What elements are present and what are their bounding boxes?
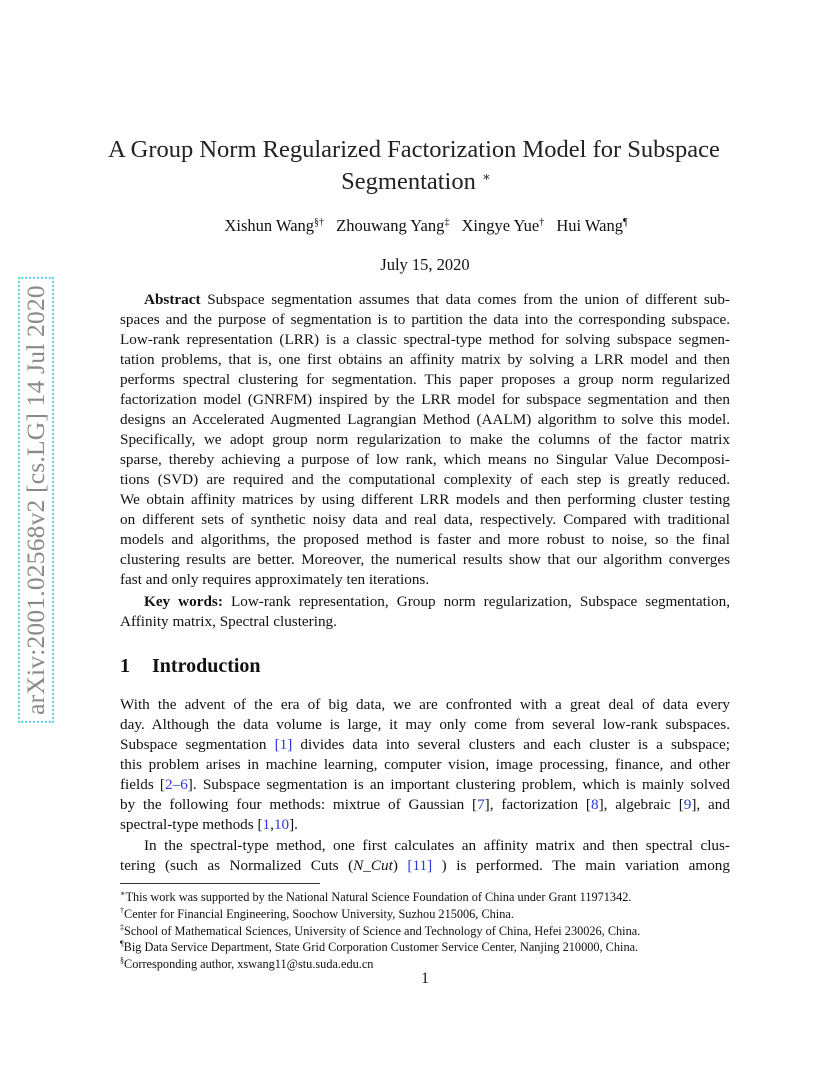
title-footnote-mark[interactable]: ∗ [482, 169, 491, 184]
footnote-mark: † [120, 906, 124, 915]
intro-line: this problem arises in machine learning, computer vision, image processing, finance, and other [120, 756, 730, 773]
footnote-text: This work was supported by the National Natural Science Foundation of China under Grant 11971342. [125, 890, 632, 904]
paper-title-line-1: A Group Norm Regularized Factorization Model for Subspace [108, 136, 720, 163]
author-list [0, 216, 828, 236]
citation-link[interactable]: 8 [590, 796, 599, 813]
paper-title-segmentation: Segmentation [341, 168, 476, 195]
citation-link[interactable]: 7 [477, 796, 485, 813]
intro-line: fields [2–6]. Subspace segmentation is an important clustering problem, which is mainly solved [120, 776, 730, 793]
abstract-line: factorization model (GNRFM) inspired by the LRR model for subspace segmentation and then [120, 391, 730, 408]
intro-line: by the following four methods: mixtrue of Gaussian [7], factorization [8], algebraic [9], and [120, 796, 730, 813]
author-name: Xingye Yue [461, 216, 540, 235]
author-affiliation-marks[interactable]: ‡ [444, 217, 450, 228]
section-number: 1 [120, 655, 130, 677]
abstract-line: clustering results are better. Moreover, the numerical results show that our algorithm converges [120, 551, 730, 568]
abstract-line: on different sets of synthetic noisy data and real data, respectively. Compared with traditional [120, 511, 730, 528]
author [224, 216, 324, 235]
abstract-text: Subspace segmentation assumes that data comes from the union of different sub- [207, 291, 730, 308]
abstract-line: tation problems, that is, one first obtains an affinity matrix by solving a LRR model and then [120, 351, 730, 368]
abstract-line: models and algorithms, the proposed method is faster and more robust to noise, so the final [120, 531, 730, 548]
keywords-line [144, 592, 730, 612]
author-name: Zhouwang Yang [336, 216, 445, 235]
intro-line: Subspace segmentation [1] divides data into several clusters and each cluster is a subspace; [120, 736, 730, 753]
abstract-line: Specifically, we adopt group norm regularization to make the columns of the factor matrix [120, 431, 730, 448]
citation-link[interactable]: 2–6 [165, 776, 188, 793]
intro-line: tering (such as Normalized Cuts (N_Cut) [11] ) is performed. The main variation among [120, 857, 730, 874]
citation-link[interactable]: 9 [683, 796, 692, 813]
arxiv-stamp-label[interactable]: arXiv:2001.02568v2 [cs.LG] 14 Jul 2020 [18, 277, 54, 723]
ncut-symbol: N_Cut [353, 857, 393, 874]
keywords-text: Low-rank representation, Group norm regularization, Subspace segmentation, [230, 593, 730, 610]
footnote-rule [120, 883, 320, 884]
footnote-mark: ∗ [120, 889, 126, 898]
abstract-line: spaces and the purpose of segmentation is to partition the data into the corresponding subspace. [120, 311, 730, 328]
footnote-text: School of Mathematical Sciences, University of Science and Technology of China, Hefei 230026, China. [124, 924, 641, 938]
footnote-mark: § [120, 956, 124, 965]
author [336, 216, 449, 235]
abstract-line: sparse, thereby achieving a purpose of low rank, which means no Singular Value Decomposi- [120, 451, 730, 468]
section-heading [120, 655, 261, 678]
abstract-line [144, 290, 730, 310]
page-number: 1 [421, 970, 429, 987]
keywords-line: Affinity matrix, Spectral clustering. [120, 613, 337, 630]
abstract-label: Abstract [144, 291, 201, 308]
intro-line: In the spectral-type method, one first calculates an affinity matrix and then spectral clus- [144, 837, 730, 854]
author-affiliation-marks[interactable]: † [539, 217, 545, 228]
section-title: Introduction [152, 655, 261, 677]
intro-line: spectral-type methods [1,10]. [120, 816, 298, 833]
author-affiliation-marks[interactable]: ¶ [623, 217, 628, 228]
footnote-mark: ¶ [120, 939, 124, 948]
citation-link[interactable]: [1] [274, 736, 293, 753]
author-name: Hui Wang [556, 216, 623, 235]
paper-title-line-2 [2, 168, 828, 196]
abstract-line: tions (SVD) are required and the computational complexity of each step is greatly reduced. [120, 471, 730, 488]
footnote-text: Center for Financial Engineering, Soochow University, Suzhou 215006, China. [124, 907, 514, 921]
author-affiliation-marks[interactable]: §† [314, 217, 325, 228]
intro-line: day. Although the data volume is large, it may only come from several low-rank subspaces. [120, 716, 730, 733]
author [461, 216, 544, 235]
footnote-text: Corresponding author, xswang11@stu.suda.edu.cn [124, 957, 374, 971]
footnote-text: Big Data Service Department, State Grid Corporation Customer Service Center, Nanjing 210000, China. [123, 940, 639, 954]
author-name: Xishun Wang [224, 216, 315, 235]
citation-link[interactable]: [11] [407, 857, 433, 874]
arxiv-side-stamp[interactable] [18, 277, 54, 723]
keywords-label: Key words: [144, 593, 223, 610]
abstract-line: designs an Accelerated Augmented Lagrangian Method (AALM) algorithm to solve this model. [120, 411, 730, 428]
abstract-line: performs spectral clustering for segmentation. This paper proposes a group norm regularized [120, 371, 730, 388]
citation-link[interactable]: 10 [273, 816, 290, 833]
publication-date: July 15, 2020 [380, 255, 470, 274]
abstract-line: fast and only requires approximately ten iterations. [120, 571, 430, 588]
abstract-line: We obtain affinity matrices by using different LRR models and then performing cluster testing [120, 491, 730, 508]
intro-line: With the advent of the era of big data, we are confronted with a great deal of data every [120, 696, 730, 713]
author [556, 216, 627, 235]
abstract-line: Low-rank representation (LRR) is a classic spectral-type method for solving subspace segmen- [120, 331, 730, 348]
citation-link[interactable]: 1 [262, 816, 271, 833]
footnote-mark: ‡ [120, 923, 124, 932]
